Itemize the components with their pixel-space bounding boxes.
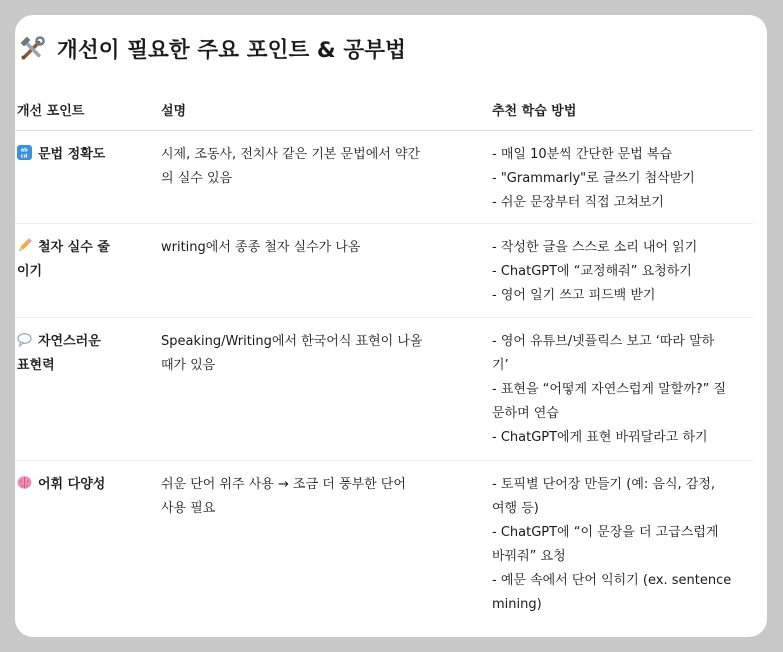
methods-cell [492,473,750,617]
description-line: 쉬운 단어 위주 사용 → 조금 더 풍부한 단어 [161,477,406,492]
method-line: 여행 등) [492,501,539,516]
section-heading [19,33,406,64]
methods-cell [492,143,750,215]
method-line: 기’ [492,358,509,373]
table-header [15,95,753,131]
header-methods: 추천 학습 방법 [492,104,577,119]
pencil-icon [17,238,32,253]
speech-bubble-icon [17,332,32,347]
description-line: 때가 있음 [161,358,216,373]
point-label: 어휘 다양성 [38,477,106,492]
point-cell [17,473,149,497]
method-line: 바꿔줘” 요청 [492,549,566,564]
point-cell [17,143,149,167]
page-title: 개선이 필요한 주요 포인트 & 공부법 [57,38,406,63]
point-label: 문법 정확도 [38,147,106,162]
method-line: - 표현을 “어떻게 자연스럽게 말할까?” 질 [492,382,727,397]
method-line: - 매일 10분씩 간단한 문법 복습 [492,147,673,162]
improvement-table [15,95,753,626]
point-cell [17,330,149,378]
content-card [15,15,767,637]
abcd-input-icon [17,145,32,160]
method-line: 문하며 연습 [492,406,559,421]
method-line: mining) [492,597,542,612]
point-cell [17,236,149,284]
description-line: writing에서 종종 철자 실수가 나옴 [161,240,361,255]
methods-cell [492,236,750,308]
description-cell [161,473,461,521]
description-line: Speaking/Writing에서 한국어식 표현이 나올 [161,334,423,349]
method-line: - 영어 일기 쓰고 피드백 받기 [492,288,656,303]
description-cell [161,236,461,260]
hammer-and-wrench-icon [19,36,45,62]
description-cell [161,143,461,191]
method-line: - 쉬운 문장부터 직접 고쳐보기 [492,195,664,210]
point-label: 자연스러운 [38,334,101,349]
method-line: - 작성한 글을 스스로 소리 내어 읽기 [492,240,698,255]
point-label-continued: 표현력 [17,358,55,373]
table-row [15,318,753,461]
brain-icon [17,475,32,490]
header-point: 개선 포인트 [17,104,85,119]
methods-cell [492,330,750,450]
table-row [15,131,753,224]
method-line: - 영어 유튜브/넷플릭스 보고 ‘따라 말하 [492,334,715,349]
method-line: - ChatGPT에 “이 문장을 더 고급스럽게 [492,525,719,540]
description-line: 시제, 조동사, 전치사 같은 기본 문법에서 약간 [161,147,421,162]
description-cell [161,330,461,378]
description-line: 의 실수 있음 [161,171,233,186]
header-description: 설명 [161,104,187,119]
table-row [15,461,753,626]
method-line: - "Grammarly"로 글쓰기 첨삭받기 [492,171,695,186]
description-line: 사용 필요 [161,501,216,516]
point-label: 철자 실수 줄 [38,240,110,255]
point-label-continued: 이기 [17,264,43,279]
svg-text:cd: cd [20,153,28,160]
method-line: - ChatGPT에게 표현 바꿔달라고 하기 [492,430,708,445]
method-line: - 예문 속에서 단어 익히기 (ex. sentence [492,573,732,588]
table-row [15,224,753,318]
method-line: - 토픽별 단어장 만들기 (예: 음식, 감정, [492,477,716,492]
method-line: - ChatGPT에 “교정해줘” 요청하기 [492,264,692,279]
svg-text:ab: ab [20,147,28,154]
